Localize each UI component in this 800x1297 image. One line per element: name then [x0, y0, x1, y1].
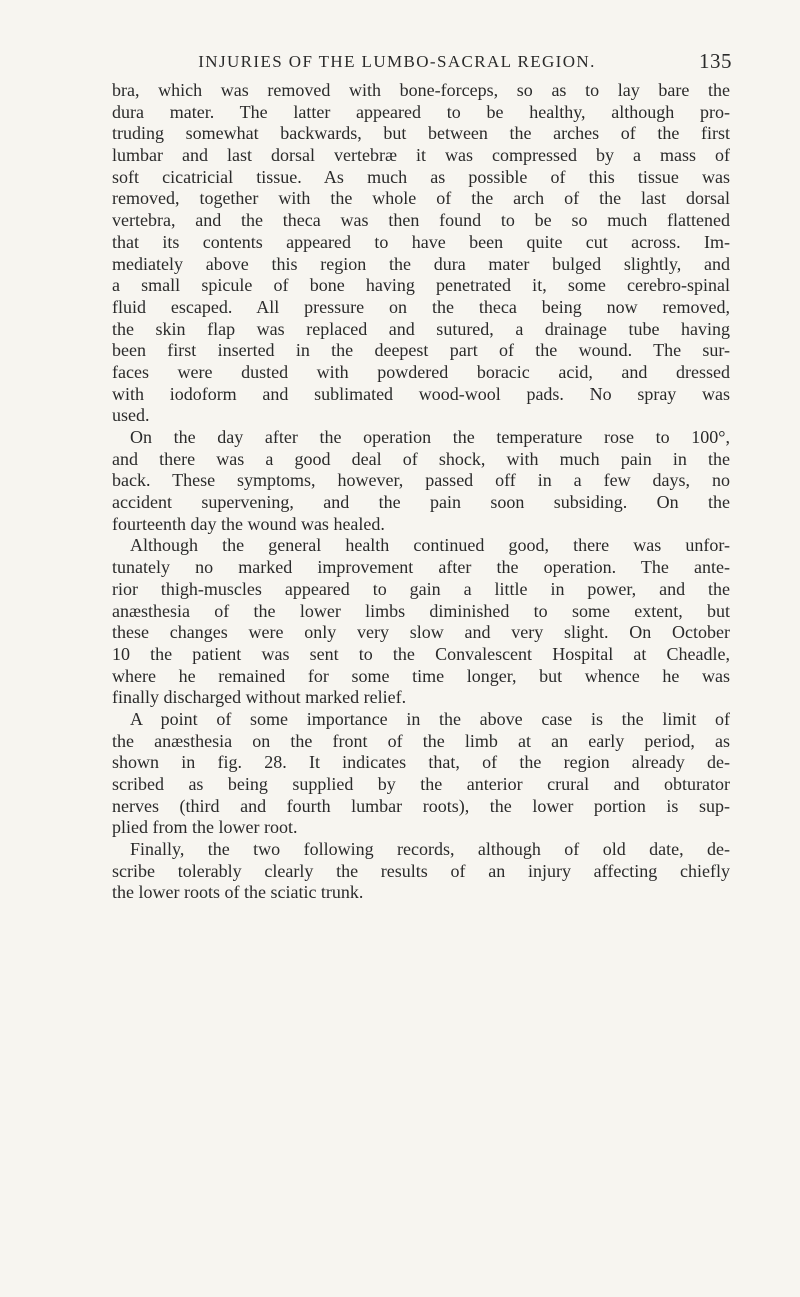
text-line: soft cicatricial tissue. As much as possible of this tissue was [112, 166, 730, 187]
text-line: accident supervening, and the pain soon subsiding. On the [112, 492, 730, 513]
paragraph-2 [112, 427, 730, 535]
paragraph-4 [112, 709, 730, 839]
paragraph-1 [112, 80, 730, 427]
text-line: tunately no marked improvement after the operation. The ante- [112, 557, 730, 578]
text-line: shown in fig. 28. It indicates that, of the region already de- [112, 752, 730, 773]
text-line: Finally, the two following records, although of old date, de- [130, 839, 730, 860]
text-line: scribed as being supplied by the anterior crural and obturator [112, 774, 730, 794]
text-line: A point of some importance in the above case is the limit of [130, 708, 730, 729]
text-line: faces were dusted with powdered boracic acid, and dressed [112, 361, 730, 382]
paragraph-5 [112, 839, 730, 904]
text-line: fourteenth day the wound was healed. [112, 513, 385, 534]
text-line: been first inserted in the deepest part of the wound. The sur- [112, 340, 730, 361]
text-line: these changes were only very slow and very slight. On October [112, 622, 730, 643]
text-line: scribe tolerably clearly the results of an injury affecting chiefly [112, 860, 730, 881]
paragraph-3 [112, 535, 730, 709]
text-line: plied from the lower root. [112, 817, 298, 838]
text-line: removed, together with the whole of the arch of the last dorsal [112, 188, 730, 209]
text-line: nerves (third and fourth lumbar roots), the lower portion is sup- [112, 795, 730, 816]
text-line: dura mater. The latter appeared to be healthy, although pro- [112, 101, 730, 122]
text-line: used. [112, 405, 150, 426]
running-title: INJURIES OF THE LUMBO-SACRAL REGION. [198, 52, 596, 71]
text-line: the skin flap was replaced and sutured, a drainage tube having [112, 318, 730, 339]
text-line: Although the general health continued good, there was unfor- [130, 535, 730, 556]
text-line: On the day after the operation the temperature rose to 100°, [130, 427, 730, 447]
text-line: finally discharged without marked relief. [112, 687, 407, 708]
body-text [112, 80, 730, 904]
text-line: rior thigh-muscles appeared to gain a little in power, and the [112, 578, 730, 599]
text-line: back. These symptoms, however, passed off in a few days, no [112, 470, 730, 491]
running-head [112, 49, 732, 80]
text-line: truding somewhat backwards, but between the arches of the first [112, 123, 730, 144]
text-line: and there was a good deal of shock, with much pain in the [112, 448, 730, 469]
text-line: lumbar and last dorsal vertebræ it was compressed by a mass of [112, 145, 730, 166]
text-line: where he remained for some time longer, but whence he was [112, 665, 730, 686]
text-line: fluid escaped. All pressure on the theca being now removed, [112, 296, 730, 317]
text-line: that its contents appeared to have been quite cut across. Im- [112, 231, 730, 252]
text-line: vertebra, and the theca was then found to be so much flattened [112, 210, 730, 231]
text-line: bra, which was removed with bone-forceps, so as to lay bare the [112, 80, 730, 100]
text-line: 10 the patient was sent to the Convalescent Hospital at Cheadle, [112, 643, 730, 664]
text-line: mediately above this region the dura mater bulged slightly, and [112, 253, 730, 274]
text-line: anæsthesia of the lower limbs diminished to some extent, but [112, 600, 730, 621]
text-line: the anæsthesia on the front of the limb at an early period, as [112, 730, 730, 751]
text-line: with iodoform and sublimated wood-wool pads. No spray was [112, 383, 730, 404]
page-number: 135 [699, 49, 732, 73]
text-line: the lower roots of the sciatic trunk. [112, 882, 364, 903]
text-line: a small spicule of bone having penetrated it, some cerebro-spinal [112, 275, 730, 296]
